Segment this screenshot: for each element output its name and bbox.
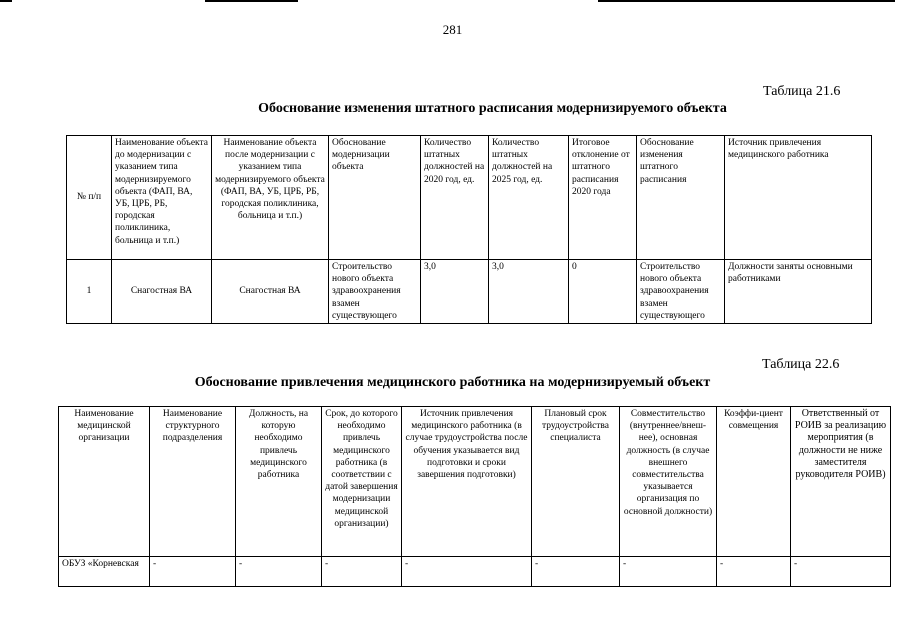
table1-header-cell: Наименование объекта до модернизации с указанием типа модернизируемого объекта (ФАП, ВА, УБ, ЦРБ, РБ, городская поликлиника, больница и т.п.): [112, 136, 212, 260]
table2-cell: ОБУЗ «Корневская: [59, 557, 150, 587]
table1-cell: Должности заняты основными работниками: [725, 260, 872, 324]
table1-title: Обоснование изменения штатного расписания модернизируемого объекта: [258, 101, 727, 116]
table2-header-cell: Источник привлечения медицинского работника (в случае трудоустройства после обучения указывается вид подготовки и сроки завершения подготовки): [402, 407, 532, 557]
table2-cell: -: [402, 557, 532, 587]
table1-header-cell: № п/п: [67, 136, 112, 260]
table1-header-cell: Количество штатных должностей на 2025 год, ед.: [489, 136, 569, 260]
table2-header-cell: Коэффи-циент совмещения: [717, 407, 791, 557]
table2-recruitment: [58, 406, 891, 587]
table2-title: Обоснование привлечения медицинского работника на модернизируемый объект: [194, 375, 711, 390]
table2-header-row: [59, 407, 891, 557]
table1-label: Таблица 21.6: [763, 84, 841, 99]
table1-cell: 0: [569, 260, 637, 324]
table2-cell: -: [322, 557, 402, 587]
table2-label: Таблица 22.6: [762, 357, 840, 372]
table2-header-cell: Совместительство (внутреннее/внеш-нее), основная должность (в случае внешнего совместительства указывается организация по основной должности): [620, 407, 717, 557]
table-row: [67, 260, 872, 324]
table1-cell: 1: [67, 260, 112, 324]
table1-header-cell: Источник привлечения медицинского работника: [725, 136, 872, 260]
table1-cell: 3,0: [421, 260, 489, 324]
table2-header-cell: Наименование структурного подразделения: [150, 407, 236, 557]
table2-cell: -: [236, 557, 322, 587]
top-border-gap: [12, 0, 205, 2]
table2-cell: -: [620, 557, 717, 587]
table1-header-cell: Наименование объекта после модернизации с указанием типа модернизируемого объекта (ФАП, ВА, УБ, ЦРБ, РБ, городская поликлиника, больница и т.п.): [212, 136, 329, 260]
table1-cell: 3,0: [489, 260, 569, 324]
top-border-gap: [298, 0, 598, 2]
table2-header-cell: Ответственный от РОИВ за реализацию мероприятия (в должности не ниже заместителя руководителя РОИВ): [791, 407, 891, 557]
table1-cell: Снагостная ВА: [112, 260, 212, 324]
table2-cell: -: [791, 557, 891, 587]
table2-cell: -: [150, 557, 236, 587]
table-row: [59, 557, 891, 587]
table1-cell: Строительство нового объекта здравоохранения взамен существующего: [637, 260, 725, 324]
table1-staffing: [66, 135, 872, 324]
table1-header-cell: Обоснование изменения штатного расписания: [637, 136, 725, 260]
table2-cell: -: [532, 557, 620, 587]
table1-header-cell: Обоснование модернизации объекта: [329, 136, 421, 260]
table1-cell: Строительство нового объекта здравоохранения взамен существующего: [329, 260, 421, 324]
table2-header-cell: Должность, на которую необходимо привлечь медицинского работника: [236, 407, 322, 557]
page-number: 281: [442, 22, 463, 37]
table2-header-cell: Наименование медицинской организации: [59, 407, 150, 557]
table2-cell: -: [717, 557, 791, 587]
table1-header-row: [67, 136, 872, 260]
table1-header-cell: Итоговое отклонение от штатного расписания 2020 года: [569, 136, 637, 260]
table2-header-cell: Плановый срок трудоустройства специалиста: [532, 407, 620, 557]
table1-header-cell: Количество штатных должностей на 2020 год, ед.: [421, 136, 489, 260]
table1-cell: Снагостная ВА: [212, 260, 329, 324]
table2-header-cell: Срок, до которого необходимо привлечь медицинского работника (в соответствии с датой завершения модернизации медицинской организации): [322, 407, 402, 557]
